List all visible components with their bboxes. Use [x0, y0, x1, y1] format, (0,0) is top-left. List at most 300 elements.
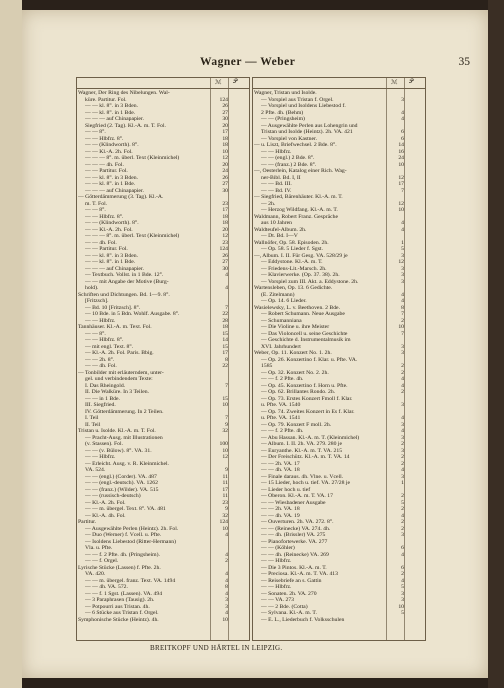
entry-title: — Op. 26. Konzertino f. Klar. u. Pfte. VA.	[261, 356, 358, 363]
entry-title: — — Kl.-A. 2h. Fol.	[85, 226, 133, 233]
entry-price-mark: 3	[401, 272, 404, 278]
entry-price-mark: 24	[222, 168, 228, 174]
entry-price-mark: 4	[401, 226, 404, 233]
entry-title: Schriften und Dichtungen. Bd. 1—9. 8°.	[78, 291, 170, 298]
entry-title: — 6 Stücke aus Tristan f. Orgel.	[85, 610, 159, 616]
entry-title: u. Pfte. VA. 1540	[261, 402, 301, 408]
entry-price-mark: 3	[401, 350, 404, 356]
entry-title: [Fritzsch].	[85, 298, 109, 304]
entry-price-mark: 6	[401, 135, 404, 142]
entry-price-mark: 15	[222, 330, 228, 337]
entry-price-mark: 18	[222, 142, 228, 148]
entry-title: — — (franz.) (Wilder). VA. 515	[85, 486, 159, 493]
entry-price-mark: 10	[222, 447, 228, 454]
entry-title: — — Hlbfrz.	[261, 558, 292, 564]
entry-price-mark: 2	[401, 317, 404, 324]
entry-price-mark: 100	[219, 441, 228, 447]
entry-title: — — Hlbfrz.	[261, 148, 292, 155]
entry-title: — — Wiesbadener Ausgabe	[261, 499, 326, 506]
entry-title: — — 4h. (Brissler) VA. 275	[261, 532, 326, 538]
entry-title: — — — 8°. m. überl. Text (Kleinmichel)	[85, 155, 180, 161]
entry-price-mark: 3	[401, 265, 404, 272]
entry-price-mark: 2	[401, 506, 404, 512]
entry-title: — — (Klindworth). 8°.	[85, 220, 139, 226]
entry-price-mark: 7	[401, 187, 404, 194]
entry-price-mark: 10	[398, 603, 404, 610]
entry-price-mark: 15	[222, 343, 228, 350]
entry-title: — — Hlbfrz.	[261, 584, 292, 590]
entry-title: — Op. 79. Konzert F moll. 2h.	[261, 421, 332, 428]
entry-title: — — kl. 8°. in 1 Bde.	[85, 259, 136, 265]
entry-title: VA. 420.	[85, 571, 106, 577]
entry-title: VA. 524.	[85, 467, 106, 473]
entry-title: — — VA. 273	[261, 597, 294, 603]
entry-price-mark: 30	[222, 265, 228, 272]
entry-price-mark: 9	[225, 506, 228, 512]
entry-title: m. T. Fol.	[85, 200, 108, 207]
entry-price-mark: 28	[222, 317, 228, 324]
entry-title: — — (Reinecke) VA. 274. 4h.	[261, 525, 331, 532]
entry-title: — Eddystone. Kl.-A. m. T.	[261, 259, 323, 265]
entry-price-mark: 2	[401, 460, 404, 467]
entry-price-mark: 4	[225, 571, 228, 577]
entry-title: — — 2h. VA. 18	[261, 506, 300, 512]
entry-price-mark: 7	[401, 311, 404, 317]
entry-price-mark: 30	[222, 116, 228, 122]
entry-price-mark: 3	[225, 603, 228, 610]
entry-price-mark: 10	[398, 161, 404, 168]
entry-price-mark: 5	[401, 610, 404, 616]
entry-price-mark: 4	[401, 220, 404, 226]
entry-price-mark: 32	[222, 512, 228, 519]
entry-price-mark: 11	[222, 480, 228, 486]
entry-price-mark: 27	[222, 259, 228, 265]
entry-title: — — kl. 8°. in 3 Bden.	[85, 174, 138, 181]
publisher-footer: BREITKOPF UND HÄRTEL IN LEIPZIG.	[150, 644, 283, 652]
entry-title: I. Das Rheingold.	[85, 382, 126, 389]
entry-price-mark: 4	[401, 382, 404, 389]
entry-title: — Geschichte d. Instrumentalmusik im	[261, 337, 351, 343]
entry-price-mark: 26	[222, 252, 228, 259]
entry-title: — — (v. Bülow). 8°. VA. 31.	[85, 447, 152, 454]
entry-title: — — 2h. VA. 17	[261, 460, 300, 467]
entry-title: — — 4h. Fol.	[85, 363, 117, 369]
entry-title: Weber, Op. 11. Konzert No. 1. 2h.	[254, 350, 332, 356]
entry-title: — Op. 62. Brillantes Rondo. 2h.	[261, 389, 336, 395]
entry-price-mark: 4	[401, 109, 404, 116]
entry-title: — Schumanniana	[261, 317, 302, 324]
entry-title: — — — auf Chinapapier.	[85, 187, 144, 194]
entry-title: — — Bd. III.	[261, 181, 292, 187]
entry-price-mark: 17	[222, 129, 228, 135]
entry-price-mark: 1	[401, 239, 404, 246]
entry-title: — — in 1 Bde.	[85, 395, 120, 402]
entry-price-mark: 4	[225, 532, 228, 538]
entry-title: — Op. 73. Erstes Konzert Fmoll f. Klar.	[261, 395, 353, 402]
entry-title: — Klavierwerke. (Op. 37. 38). 2h.	[261, 272, 340, 278]
entry-title: — Euryanthe. Kl.-A. m. T. VA. 215	[261, 447, 343, 454]
book-spine-gutter	[0, 0, 22, 688]
entry-title: — Das Violoncell u. seine Geschichte	[261, 330, 348, 337]
entry-price-mark: 3	[401, 473, 404, 480]
entry-title: — — (engl.) 2 Bde. 8°.	[261, 155, 315, 161]
entry-title: Partitur.	[78, 519, 97, 525]
entry-title: — Op. 58. 5 Lieder f. Sgst.	[261, 246, 323, 252]
entry-title: — — — auf Chinapapier.	[85, 265, 144, 272]
entry-title: Waldteufel-Album. 2h.	[254, 226, 307, 233]
entry-title: — Vorspiel aus Tristan f. Orgel.	[261, 96, 334, 103]
entry-title: — Bd. 10 [Fritzsch]. 8°.	[85, 304, 141, 311]
entry-title: — — kl. 8°. in 1 Bde.	[85, 181, 136, 187]
entry-price-mark: 17	[222, 350, 228, 356]
entry-title: — Robert Schumann. Neue Ausgabe	[261, 311, 345, 317]
entry-price-mark: 3	[401, 343, 404, 350]
entry-price-mark: 15	[222, 395, 228, 402]
entry-title: — — Hlbfrz.	[85, 454, 116, 460]
entry-title: — — Partitur. Fol.	[85, 168, 128, 174]
entry-title: — Op. 14. 6 Lieder.	[261, 298, 307, 304]
entry-price-mark: 10	[222, 148, 228, 155]
entry-price-mark: 5	[401, 246, 404, 252]
entry-title: — — kl. 8°. in 3 Bden.	[85, 103, 138, 109]
entry-price-mark: 4	[225, 610, 228, 616]
entry-title: Wagner, Der Ring des Nibelungen. Wal-	[78, 90, 170, 96]
entry-title: — — — 4h. Fol.	[85, 161, 124, 168]
right-column-head	[253, 78, 425, 89]
entry-title: — mit engl. Text. 8°.	[85, 343, 134, 350]
entry-title: — — Hlbfrz.	[85, 317, 116, 324]
entry-title: — Kl.-A. 2h. Fol.	[85, 499, 126, 506]
entry-title: — — Hlbfrz. 8°.	[85, 337, 124, 343]
entry-title: hold).	[85, 285, 99, 291]
entry-title: ner-Bibl. Bd. I, II	[261, 174, 301, 181]
entry-title: II. Die Walküre. In 3 Teilen.	[85, 389, 150, 395]
entry-price-mark: 3	[401, 252, 404, 259]
entry-title: — — (russisch-deutsch)	[85, 493, 141, 499]
entry-title: — — 4h. VA. 19	[261, 512, 300, 519]
entry-price-mark: 17	[398, 181, 404, 187]
entry-title: XVI. Jahrhundert	[261, 343, 301, 350]
entry-price-mark: 10	[222, 616, 228, 623]
entry-price-mark: 9	[225, 421, 228, 428]
entry-price-mark: 2	[401, 389, 404, 395]
entry-title: — — — auf Chinapapier.	[85, 116, 144, 122]
entry-title: — — 4h. (Reinecke) VA. 269	[261, 551, 329, 558]
entry-price-mark: 3	[401, 597, 404, 603]
entry-title: Lyrische Stücke (Lassen) f. Pfte. 2h.	[78, 564, 161, 571]
entry-title: — Potpourri aus Tristan. 4h.	[85, 603, 150, 610]
entry-price-mark: 18	[222, 220, 228, 226]
entry-price-mark: 12	[398, 174, 404, 181]
entry-title: — 15 Lieder, hoch u. tief. VA. 27/28 je	[261, 480, 350, 486]
entry-title: — — 2 Bde. (Cotta)	[261, 603, 308, 610]
entry-price-mark: 2	[401, 454, 404, 460]
entry-price-mark: 2	[401, 369, 404, 376]
entry-price-mark: 3	[401, 96, 404, 103]
entry-price-mark: 18	[222, 213, 228, 220]
entry-price-mark: 7	[401, 330, 404, 337]
entry-price-mark: 10	[222, 402, 228, 408]
entry-title: — — f. 2 Pfte. 4h. (Pringsheim).	[85, 551, 160, 558]
entry-title: — Duo (Werner) f. Vcell. u. Pfte.	[85, 532, 162, 538]
entry-title: — Kl.-A. 4h. Fol.	[85, 512, 126, 519]
entry-title: — Ouverturen. 2h. VA. 272. 8°.	[261, 519, 334, 525]
entry-price-mark: 17	[222, 207, 228, 213]
entry-title: — — (Köhler)	[261, 545, 295, 551]
entry-price-mark: 4	[401, 376, 404, 382]
entry-title: (v. Stassen). Fol.	[85, 441, 124, 447]
entry-price-mark: 2	[401, 493, 404, 499]
entry-price-mark: 124	[219, 246, 228, 252]
entry-title: — — 8°.	[85, 129, 106, 135]
entry-title: — Herzog Wildfang. Kl.-A. m. T.	[261, 207, 338, 213]
entry-title: — Kl.-A. 2h. Fol. Paris. Bbig.	[85, 350, 154, 356]
entry-title: — — 8°.	[85, 330, 106, 337]
entry-title: IV. Götterdämmerung. In 2 Teilen.	[85, 408, 164, 415]
page-header	[70, 56, 470, 74]
entry-title: — Preciosa. Kl.-A. m. T. VA. 413	[261, 571, 338, 577]
entry-price-mark: 30	[222, 187, 228, 194]
entry-price-mark: 12	[222, 454, 228, 460]
entry-title: — — (engl.-deutsch). VA. 1262	[85, 480, 158, 486]
entry-price-mark: 3	[401, 434, 404, 441]
entry-title: — — f. 2 Pfte. 4h.	[261, 376, 304, 382]
entry-price-mark: 4	[401, 291, 404, 298]
entry-title: —, Oesterlein, Katalog einer Rich. Wag-	[254, 168, 347, 174]
mark-header: ℳ	[391, 80, 398, 86]
entry-title: Tristan u. Isolde. Kl.-A. m. T. Fol.	[78, 428, 156, 434]
entry-title: — — (engl.) (Corder). VA. 487	[85, 473, 157, 480]
entry-title: — — — 8°. m. überl. Text (Kleinmichel)	[85, 233, 180, 239]
left-entry-list	[77, 89, 249, 623]
entry-price-mark: 4	[401, 415, 404, 421]
entry-price-mark: 2	[401, 525, 404, 532]
entry-title: küre. Partitur. Fol.	[85, 96, 127, 103]
entry-price-mark: 2	[401, 519, 404, 525]
entry-title: — Oberon. Kl.-A. m. T. VA. 17	[261, 493, 333, 499]
entry-price-mark: 4	[225, 551, 228, 558]
entry-title: — Op. 32. Konzert No. 2. 2h.	[261, 369, 329, 376]
entry-title: — — 8°.	[85, 207, 106, 213]
book-page-edge	[488, 0, 504, 688]
entry-price-mark: 4	[401, 467, 404, 473]
entry-price-mark: 4	[401, 551, 404, 558]
entry-price-mark: 4	[401, 577, 404, 584]
entry-title: Waldmann, Robert Franz. Gespräche	[254, 213, 339, 220]
entry-price-mark: 11	[222, 473, 228, 480]
entry-price-mark: 3	[401, 421, 404, 428]
entry-title: Symphonische Stücke (Heintz). 4h.	[78, 616, 159, 623]
entry-title: Wasielewsky, L. v. Beethoven. 2 Bde.	[254, 304, 340, 311]
running-title: Wagner — Weber	[200, 56, 296, 68]
entry-price-mark: 7	[225, 304, 228, 311]
entry-title: 2 Pfte. 4h. (Behm)	[261, 109, 304, 116]
entry-price-mark: 20	[222, 226, 228, 233]
catalog-entry	[77, 617, 249, 624]
entry-title: —, Album. I. II. Für Gesg. VA. 528/29 je	[254, 252, 348, 259]
entry-price-mark: 6	[401, 564, 404, 571]
entry-title: — Ausgewählte Perlen (Heintz). 2h. Fol.	[85, 525, 179, 532]
entry-price-mark: 4	[225, 285, 228, 291]
entry-price-mark: 8	[225, 356, 228, 363]
page-number: 35	[458, 56, 470, 68]
entry-title: — — 4h. VA. 18	[261, 467, 300, 473]
entry-price-mark: 5	[401, 499, 404, 506]
entry-price-mark: 4	[401, 298, 404, 304]
entry-price-mark: 10	[398, 207, 404, 213]
entry-price-mark: 10	[398, 324, 404, 330]
catalog-entry	[253, 617, 425, 624]
entry-price-mark: 8	[401, 304, 404, 311]
entry-price-mark: 27	[222, 181, 228, 187]
entry-title: — Pianofortewerke. VA. 277	[261, 538, 328, 545]
entry-price-mark: 124	[219, 519, 228, 525]
entry-title: — — kl. 8°. in 3 Bden.	[85, 252, 138, 259]
entry-price-mark: 23	[222, 200, 228, 207]
entry-title: — Vorspiel zum III. Akt. a. Eddystone. 2h.	[261, 278, 359, 285]
entry-price-mark: 20	[222, 161, 228, 168]
right-column	[252, 77, 426, 641]
entry-price-mark: 17	[222, 486, 228, 493]
entry-price-mark: 124	[219, 96, 228, 103]
entry-title: — 3 Paraphrasen (Tausig). 2h.	[85, 597, 155, 603]
entry-price-mark: 4	[401, 512, 404, 519]
entry-price-mark: 18	[222, 135, 228, 142]
entry-title: Tannhäuser. Kl.-A. m. Text. Fol.	[78, 324, 152, 330]
entry-title: — — 4h. Fol.	[85, 239, 117, 246]
entry-price-mark: 26	[222, 103, 228, 109]
entry-price-mark: 2	[225, 558, 228, 564]
entry-price-mark: 7	[225, 382, 228, 389]
entry-title: — — f. 1 Sgst. (Lassen). VA. 494	[85, 590, 163, 597]
entry-price-mark: 27	[222, 109, 228, 116]
entry-title: Wagner, Tristan und Isolde.	[254, 90, 317, 96]
entry-title: — Erleicht. Ausg. v. R. Kleinmichel.	[85, 460, 169, 467]
entry-price-mark: 16	[398, 148, 404, 155]
entry-title: — u. Liszt, Briefwechsel. 2 Bde. 8°.	[254, 142, 337, 148]
entry-title: — Reisebriefe an s. Gattin	[261, 577, 322, 584]
entry-price-mark: 6	[401, 129, 404, 135]
entry-price-mark: 12	[222, 233, 228, 239]
entry-title: Vla. u. Pfte.	[85, 545, 113, 551]
entry-price-mark: 3	[401, 532, 404, 538]
entry-price-mark: 14	[398, 142, 404, 148]
entry-title: — — kl. 8°. in 1 Bde.	[85, 109, 136, 116]
entry-price-mark: 9	[225, 467, 228, 473]
entry-price-mark: 4	[225, 590, 228, 597]
entry-price-mark: 32	[222, 428, 228, 434]
entry-title: — Sylvana. Kl.-A. m. T.	[261, 610, 317, 616]
entry-price-mark: 3	[401, 447, 404, 454]
entry-title: — Textbuch. Vollst. in 1 Bde. 12°.	[85, 272, 164, 278]
entry-price-mark: 3	[401, 590, 404, 597]
entry-title: II. Teil	[85, 421, 101, 428]
entry-title: — — f. 2 Pfte. 4h.	[261, 428, 304, 434]
pf-header: 𝒫	[409, 79, 414, 85]
entry-title: — — (Klindworth). 8°.	[85, 142, 139, 148]
entry-price-mark: 12	[398, 200, 404, 207]
entry-title: — — mit Angabe der Motive (Burg-	[85, 278, 169, 285]
entry-title: gel. und verbindendem Texte:	[85, 376, 153, 382]
entry-title: (E. Zitelmann)	[261, 291, 295, 298]
entry-price-mark: 23	[222, 499, 228, 506]
entry-title: Wallnöfer, Op. 58. Episoden. 2h.	[254, 239, 329, 246]
entry-title: — — (Pringsheim)	[261, 116, 305, 122]
entry-title: — — m. übergel. franz. Text. VA. 1494	[85, 577, 176, 584]
entry-title: Siegfried (2. Tag). Kl.-A. m. T. Fol.	[85, 122, 166, 129]
entry-price-mark: 12	[398, 259, 404, 265]
entry-price-mark: 4	[225, 577, 228, 584]
entry-title: I. Teil	[85, 415, 99, 421]
entry-price-mark: 10	[222, 525, 228, 532]
entry-title: Tristan und Isolde (Heintz). 2h. VA. 421	[261, 129, 353, 135]
entry-title: — Isoldens Liebestod (Ritter-Hermann)	[85, 538, 177, 545]
entry-price-mark: 26	[222, 174, 228, 181]
entry-title: — Lieder hoch u. tief	[261, 486, 311, 493]
entry-title: — Die Violine u. ihre Meister	[261, 324, 330, 330]
mark-header: ℳ	[215, 80, 222, 86]
entry-price-mark: 3	[401, 402, 404, 408]
entry-price-mark: 1	[401, 480, 404, 486]
entry-title: — Op. 45. Konzertino f. Horn u. Pfte.	[261, 382, 348, 389]
entry-title: aus 10 Jahren	[261, 220, 292, 226]
entry-title: — Ausgewählte Perlen aus Lohengrin und	[261, 122, 358, 129]
entry-price-mark: 2	[401, 441, 404, 447]
entry-price-mark: 22	[222, 363, 228, 369]
entry-price-mark: 5	[401, 584, 404, 590]
entry-title: — — f. Orgel.	[85, 558, 119, 564]
entry-title: — Pracht-Ausg. mit Illustrationen	[85, 434, 163, 441]
entry-price-mark: 12	[222, 155, 228, 161]
entry-price-mark: 2	[401, 363, 404, 369]
entry-title: — — Hlbfrz. 8°.	[85, 135, 124, 142]
entry-title: — 2h.	[261, 200, 276, 207]
entry-title: — Album. I. II. 2h. VA. 279. 280 je	[261, 441, 342, 447]
entry-title: — Die 3 Pintos. Kl.-A. m. T.	[261, 564, 327, 571]
entry-price-mark: 3	[225, 597, 228, 603]
right-entry-list	[253, 89, 425, 623]
entry-title: III. Siegfried.	[85, 402, 116, 408]
entry-price-mark: 7	[225, 415, 228, 421]
entry-price-mark: 11	[222, 493, 228, 499]
entry-title: — — 2h. 8°.	[85, 356, 115, 363]
entry-title: — — Bd. IV.	[261, 187, 292, 194]
entry-price-mark: 20	[222, 122, 228, 129]
entry-price-mark: 4	[225, 272, 228, 278]
entry-title: — Vorspiel von Kastner.	[261, 135, 318, 142]
entry-title: — Götterdämmerung (3. Tag). Kl.-A.	[78, 194, 164, 200]
entry-title: — — m. übergel. Text. 8°. VA. 481	[85, 506, 166, 512]
entry-title: — — (franz.) 2 Bde. 8°.	[261, 161, 317, 168]
entry-title: — Tonbilder mit erläuterndem, unter-	[78, 369, 164, 376]
entry-title: — — Partitur. Fol.	[85, 246, 128, 252]
entry-title: — — Hlbfrz. 8°.	[85, 213, 124, 220]
entry-price-mark: 23	[222, 239, 228, 246]
entry-price-mark: 14	[222, 337, 228, 343]
entry-price-mark: 22	[222, 311, 228, 317]
entry-title: — — 4h. VA. 572.	[85, 584, 128, 590]
entry-title: — Der Freischütz. Kl.-A. m. T. VA. 14	[261, 454, 350, 460]
entry-title: — Abu Hassan. Kl.-A. m. T. (Kleinmichel)	[261, 434, 360, 441]
entry-title: — E. L., Liederbuch f. Volksschulen	[261, 616, 345, 623]
entry-title: — Siegfried, Bärenhäuter. Kl.-A. m. T.	[254, 194, 343, 200]
entry-title: — Vorspiel und Isoldens Liebestod f.	[261, 103, 346, 109]
entry-price-mark: 4	[401, 116, 404, 122]
entry-price-mark: 8	[225, 584, 228, 590]
entry-price-mark: 2	[401, 571, 404, 577]
entry-title: — 10 Bde. in 5 Bdn. Wohlf. Ausgabe. 8°.	[85, 311, 180, 317]
left-column	[76, 77, 250, 641]
